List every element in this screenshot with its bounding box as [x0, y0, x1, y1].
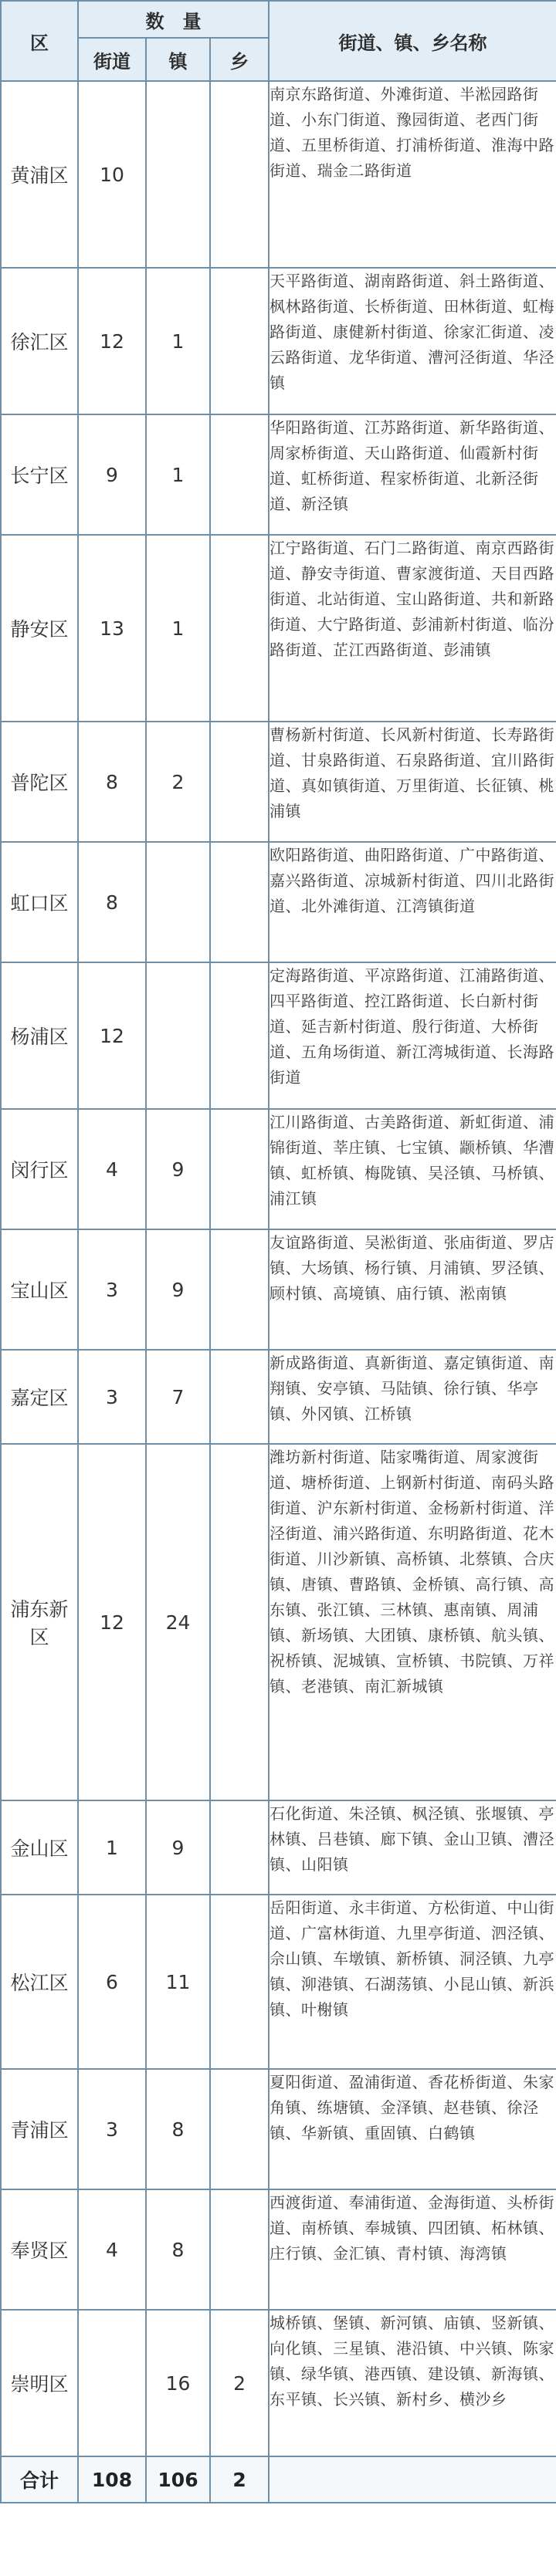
subdivision-names: 岳阳街道、永丰街道、方松街道、中山街道、广富林街道、九里亭街道、泗泾镇、佘山镇、车墩镇、新桥镇、洞泾镇、九亭镇、泖港镇、石湖荡镇、小昆山镇、新浜镇、叶榭镇: [269, 1895, 556, 2069]
township-count: [210, 1895, 269, 2069]
table-row: [1, 2189, 556, 2310]
street-count: 12: [78, 268, 146, 414]
table-row: [1, 962, 556, 1109]
total-label: 合计: [1, 2456, 78, 2503]
table-row: [1, 268, 556, 414]
town-count: 1: [146, 535, 210, 722]
table-row: [1, 414, 556, 535]
township-count: [210, 268, 269, 414]
street-count: 10: [78, 81, 146, 268]
subdivision-names: 石化街道、朱泾镇、枫泾镇、张堰镇、亭林镇、吕巷镇、廊下镇、金山卫镇、漕泾镇、山阳镇: [269, 1800, 556, 1895]
town-count: 2: [146, 722, 210, 842]
subdivision-names: 江川路街道、古美路街道、新虹街道、浦锦街道、莘庄镇、七宝镇、颛桥镇、华漕镇、虹桥镇、梅陇镇、吴泾镇、马桥镇、浦江镇: [269, 1109, 556, 1229]
township-count: [210, 414, 269, 535]
header-names: 街道、镇、乡名称: [269, 1, 556, 81]
subdivision-names: 潍坊新村街道、陆家嘴街道、周家渡街道、塘桥街道、上钢新村街道、南码头路街道、沪东新村街道、金杨新村街道、洋泾街道、浦兴路街道、东明路街道、花木街道、川沙新镇、高桥镇、北蔡镇、合庆镇、唐镇、曹路镇、金桥镇、高行镇、高东镇、张江镇、三林镇、惠南镇、周浦镇、新场镇、大团镇、康桥镇、航头镇、祝桥镇、泥城镇、宣桥镇、书院镇、万祥镇、老港镇、南汇新城镇: [269, 1444, 556, 1800]
township-count: [210, 1800, 269, 1895]
township-count: 2: [210, 2310, 269, 2456]
district-name: 普陀区: [1, 722, 78, 842]
table-row: [1, 535, 556, 722]
district-name: 奉贤区: [1, 2189, 78, 2310]
township-count: [210, 2069, 269, 2189]
subdivision-names: 定海路街道、平凉路街道、江浦路街道、四平路街道、控江路街道、长白新村街道、延吉新村街道、殷行街道、大桥街道、五角场街道、新江湾城街道、长海路街道: [269, 962, 556, 1109]
town-count: [146, 81, 210, 268]
town-count: 7: [146, 1350, 210, 1444]
township-count: [210, 962, 269, 1109]
township-count: [210, 842, 269, 962]
district-name: 松江区: [1, 1895, 78, 2069]
total-row: [1, 2456, 556, 2503]
table-row: [1, 1350, 556, 1444]
street-count: 3: [78, 1350, 146, 1444]
town-count: 9: [146, 1800, 210, 1895]
town-count: 1: [146, 414, 210, 535]
district-name: 宝山区: [1, 1229, 78, 1350]
subdivision-names: 江宁路街道、石门二路街道、南京西路街道、静安寺街道、曹家渡街道、天目西路街道、北站街道、宝山路街道、共和新路街道、大宁路街道、彭浦新村街道、临汾路街道、芷江西路街道、彭浦镇: [269, 535, 556, 722]
table-row: [1, 1895, 556, 2069]
town-count: [146, 962, 210, 1109]
township-count: [210, 1109, 269, 1229]
total-township-count: 2: [210, 2456, 269, 2503]
district-name: 浦东新区: [1, 1444, 78, 1800]
town-count: [146, 842, 210, 962]
township-count: [210, 535, 269, 722]
district-name: 虹口区: [1, 842, 78, 962]
town-count: 1: [146, 268, 210, 414]
subdivision-names: 欧阳路街道、曲阳路街道、广中路街道、嘉兴路街道、凉城新村街道、四川北路街道、北外滩街道、江湾镇街道: [269, 842, 556, 962]
district-name: 杨浦区: [1, 962, 78, 1109]
town-count: 8: [146, 2189, 210, 2310]
district-name: 长宁区: [1, 414, 78, 535]
street-count: 13: [78, 535, 146, 722]
street-count: 4: [78, 2189, 146, 2310]
subdivision-names: 城桥镇、堡镇、新河镇、庙镇、竖新镇、向化镇、三星镇、港沿镇、中兴镇、陈家镇、绿华镇、港西镇、建设镇、新海镇、东平镇、长兴镇、新村乡、横沙乡: [269, 2310, 556, 2456]
subdivision-names: 华阳路街道、江苏路街道、新华路街道、周家桥街道、天山路街道、仙霞新村街道、虹桥街道、程家桥街道、北新泾街道、新泾镇: [269, 414, 556, 535]
street-count: [78, 2310, 146, 2456]
township-count: [210, 1444, 269, 1800]
subdivision-names: 友谊路街道、吴淞街道、张庙街道、罗店镇、大场镇、杨行镇、月浦镇、罗泾镇、顾村镇、高境镇、庙行镇、淞南镇: [269, 1229, 556, 1350]
district-name: 徐汇区: [1, 268, 78, 414]
header-street: 街道: [78, 38, 146, 81]
table-row: [1, 81, 556, 268]
district-name: 静安区: [1, 535, 78, 722]
district-name: 嘉定区: [1, 1350, 78, 1444]
subdivision-names: 新成路街道、真新街道、嘉定镇街道、南翔镇、安亭镇、马陆镇、徐行镇、华亭镇、外冈镇、江桥镇: [269, 1350, 556, 1444]
header-district: 区: [1, 1, 78, 81]
header-count: 数 量: [78, 1, 269, 38]
total-town-count: 106: [146, 2456, 210, 2503]
street-count: 8: [78, 722, 146, 842]
town-count: 9: [146, 1229, 210, 1350]
district-name: 青浦区: [1, 2069, 78, 2189]
total-street-count: 108: [78, 2456, 146, 2503]
street-count: 3: [78, 2069, 146, 2189]
table-row: [1, 1444, 556, 1800]
street-count: 3: [78, 1229, 146, 1350]
total-names: [269, 2456, 556, 2503]
table-row: [1, 722, 556, 842]
header-township: 乡: [210, 38, 269, 81]
street-count: 9: [78, 414, 146, 535]
street-count: 12: [78, 962, 146, 1109]
township-count: [210, 81, 269, 268]
table-row: [1, 1800, 556, 1895]
table-row: [1, 1229, 556, 1350]
town-count: 16: [146, 2310, 210, 2456]
subdivision-names: 西渡街道、奉浦街道、金海街道、头桥街道、南桥镇、奉城镇、四团镇、柘林镇、庄行镇、金汇镇、青村镇、海湾镇: [269, 2189, 556, 2310]
subdivision-names: 天平路街道、湖南路街道、斜土路街道、枫林路街道、长桥街道、田林街道、虹梅路街道、康健新村街道、徐家汇街道、凌云路街道、龙华街道、漕河泾街道、华泾镇: [269, 268, 556, 414]
subdivision-names: 夏阳街道、盈浦街道、香花桥街道、朱家角镇、练塘镇、金泽镇、赵巷镇、徐泾镇、华新镇、重固镇、白鹤镇: [269, 2069, 556, 2189]
street-count: 12: [78, 1444, 146, 1800]
district-name: 黄浦区: [1, 81, 78, 268]
township-count: [210, 1229, 269, 1350]
township-count: [210, 2189, 269, 2310]
district-name: 崇明区: [1, 2310, 78, 2456]
subdivision-names: 南京东路街道、外滩街道、半淞园路街道、小东门街道、豫园街道、老西门街道、五里桥街道、打浦桥街道、淮海中路街道、瑞金二路街道: [269, 81, 556, 268]
town-count: 8: [146, 2069, 210, 2189]
town-count: 9: [146, 1109, 210, 1229]
district-name: 金山区: [1, 1800, 78, 1895]
township-count: [210, 1350, 269, 1444]
table-row: [1, 2310, 556, 2456]
town-count: 11: [146, 1895, 210, 2069]
table-row: [1, 842, 556, 962]
table-row: [1, 2069, 556, 2189]
header-town: 镇: [146, 38, 210, 81]
street-count: 6: [78, 1895, 146, 2069]
township-count: [210, 722, 269, 842]
town-count: 24: [146, 1444, 210, 1800]
district-name: 闵行区: [1, 1109, 78, 1229]
subdivision-names: 曹杨新村街道、长风新村街道、长寿路街道、甘泉路街道、石泉路街道、宜川路街道、真如镇街道、万里街道、长征镇、桃浦镇: [269, 722, 556, 842]
table-row: [1, 1109, 556, 1229]
street-count: 1: [78, 1800, 146, 1895]
street-count: 8: [78, 842, 146, 962]
street-count: 4: [78, 1109, 146, 1229]
